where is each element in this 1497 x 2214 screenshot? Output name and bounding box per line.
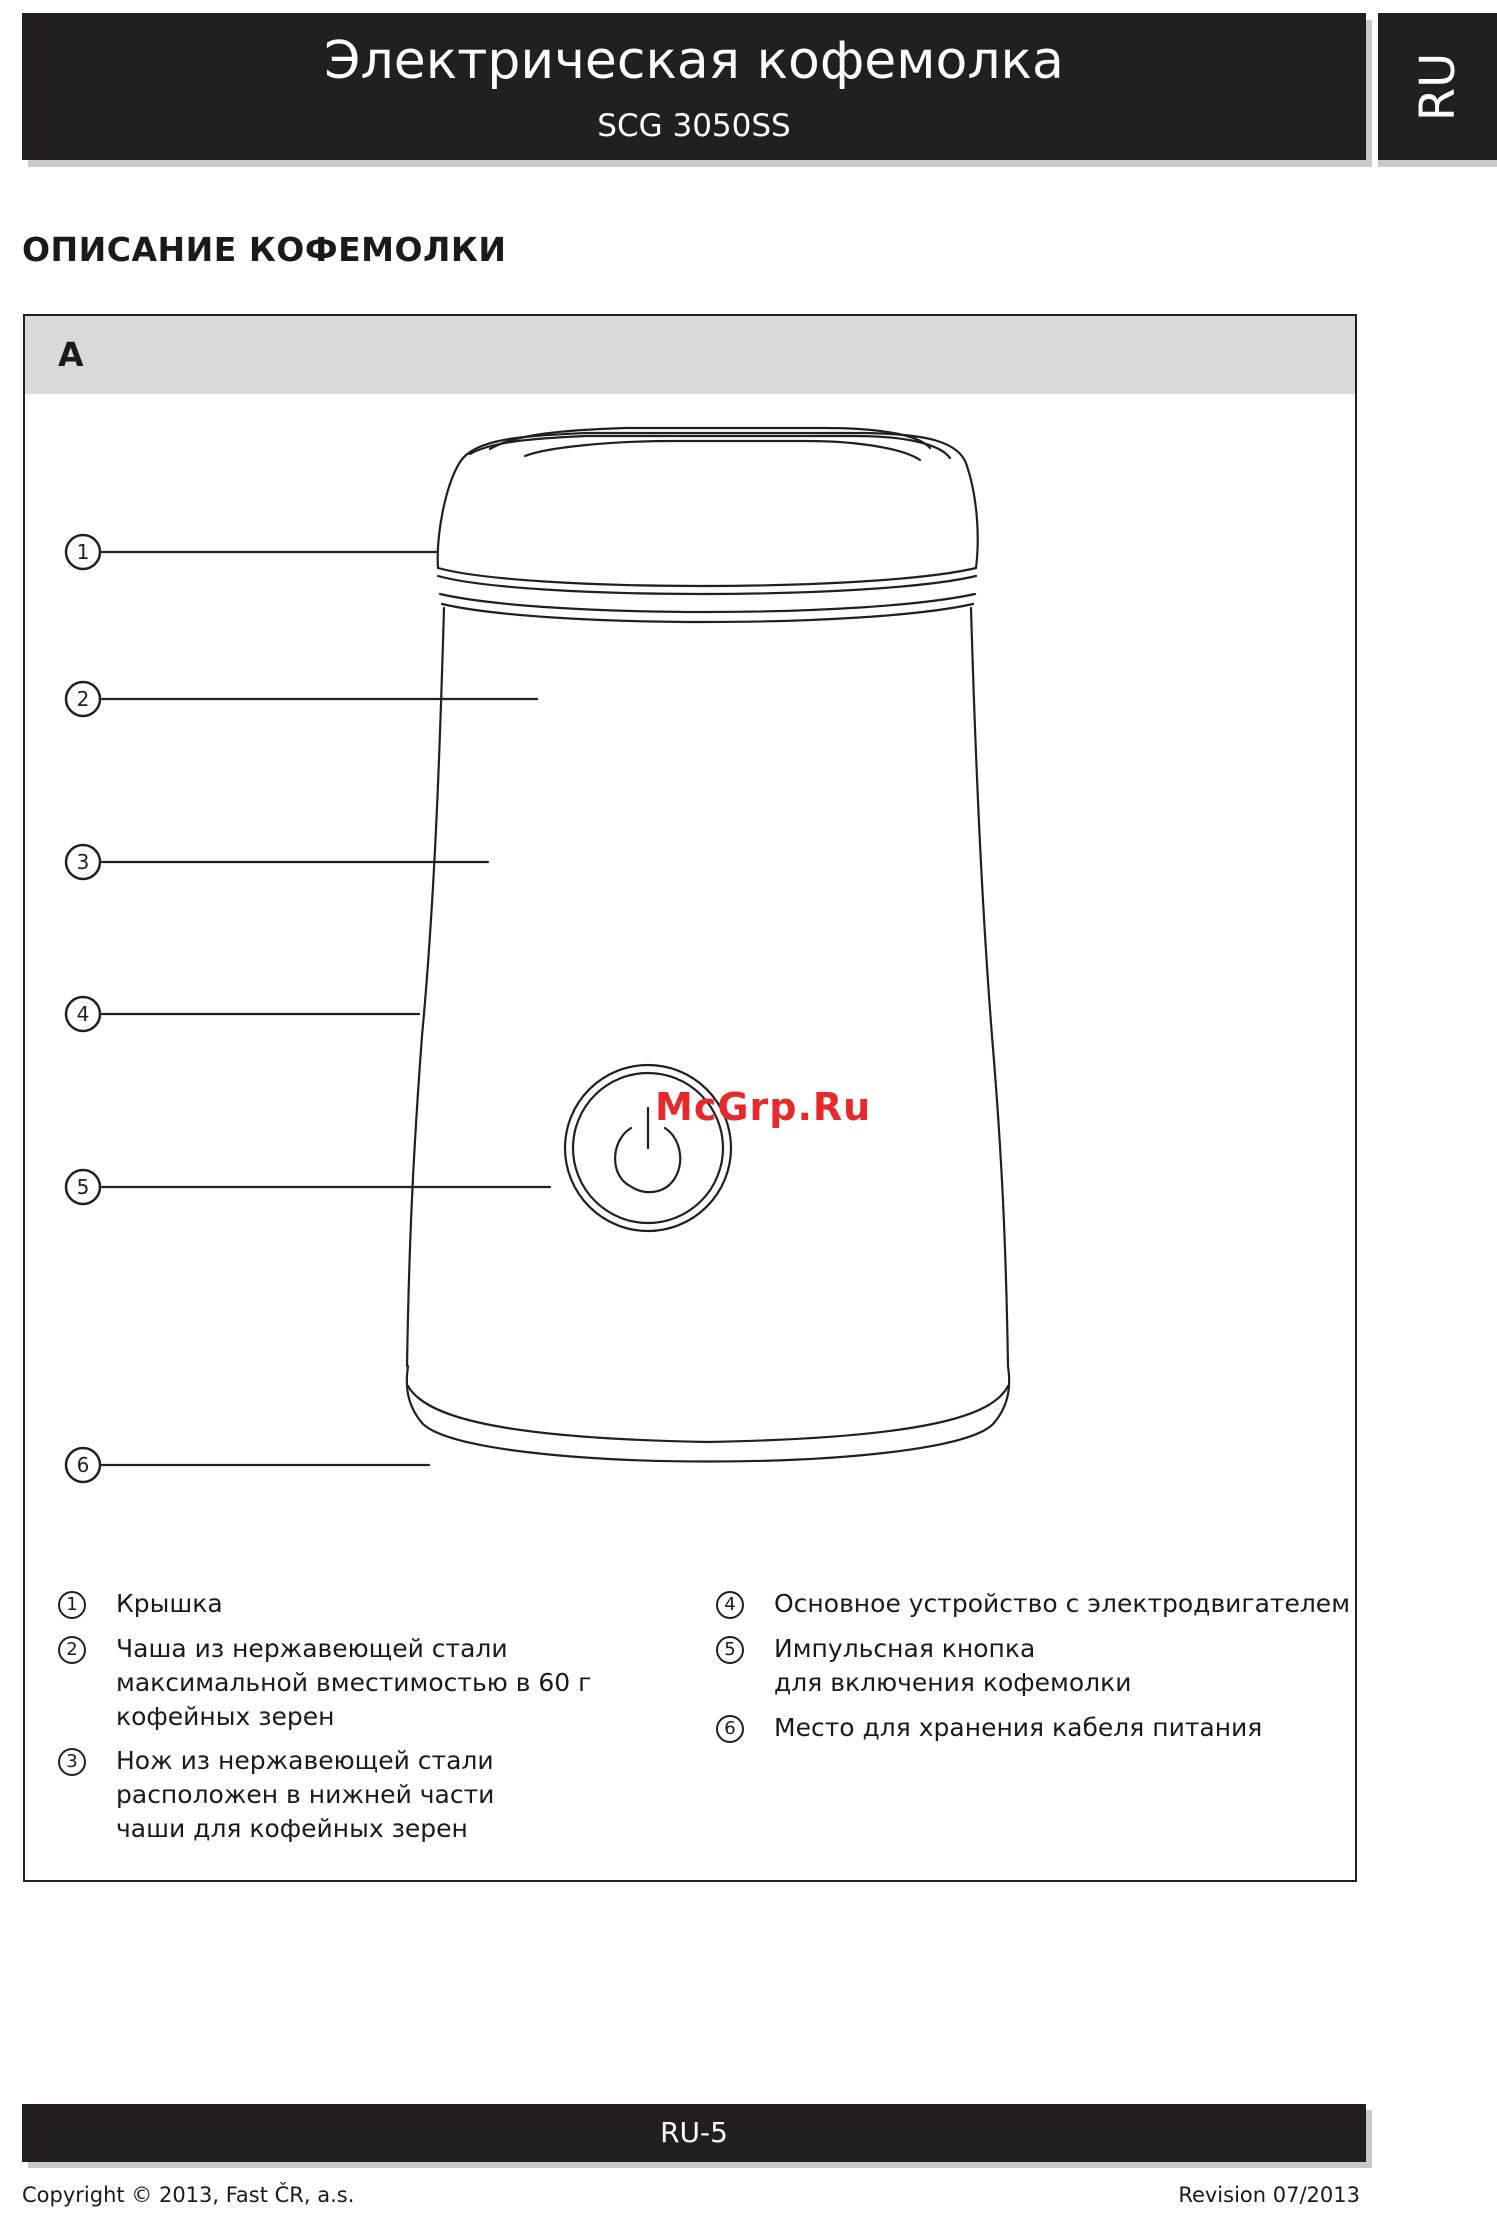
- document-title: Электрическая кофемолка: [324, 31, 1064, 91]
- legend-item-5: [716, 1632, 1131, 1700]
- figure-label: A: [58, 335, 84, 374]
- svg-text:1: 1: [76, 540, 90, 564]
- section-heading: ОПИСАНИЕ КОФЕМОЛКИ: [22, 230, 507, 269]
- legend-item-4: [716, 1587, 1350, 1621]
- legend-text: Основное устройство с электродвигателем: [774, 1589, 1351, 1618]
- legend-text: Импульсная кнопка для включения кофемолки: [774, 1634, 1132, 1697]
- legend-number: 1: [58, 1591, 86, 1619]
- lid-drawing: [438, 428, 978, 594]
- model-number: SCG 3050SS: [597, 108, 791, 144]
- legend-number: 6: [716, 1715, 744, 1743]
- legend-text: Чаша из нержавеющей стали максимальной вместимостью в 60 г кофейных зерен: [116, 1634, 592, 1731]
- legend-number: 5: [716, 1636, 744, 1664]
- watermark: McGrp.Ru: [655, 1085, 872, 1129]
- legend-item-6: [716, 1711, 1262, 1745]
- base-drawing: [407, 1366, 1009, 1462]
- legend-number: 2: [58, 1636, 86, 1664]
- callout-4: [66, 997, 100, 1031]
- legend-item-3: [58, 1744, 494, 1846]
- svg-text:2: 2: [76, 687, 90, 711]
- svg-text:6: 6: [76, 1453, 90, 1477]
- legend-text: Крышка: [116, 1589, 223, 1618]
- callout-3: [66, 845, 100, 879]
- legend-number: 3: [58, 1748, 86, 1776]
- footer-bar: [22, 2104, 1366, 2162]
- legend-item-1: [58, 1587, 223, 1621]
- language-tab: [1378, 13, 1497, 160]
- svg-text:3: 3: [76, 850, 90, 874]
- callout-1: [66, 535, 100, 569]
- legend-text: Нож из нержавеющей стали расположен в нижней части чаши для кофейных зерен: [116, 1746, 495, 1843]
- legend-text: Место для хранения кабеля питания: [774, 1713, 1263, 1742]
- body-drawing: [407, 608, 1008, 1366]
- collar-rings: [440, 594, 975, 622]
- callout-6: [66, 1448, 100, 1482]
- page-header: [22, 13, 1366, 160]
- legend-number: 4: [716, 1591, 744, 1619]
- svg-text:4: 4: [76, 1002, 90, 1026]
- page-number: RU-5: [660, 2116, 728, 2149]
- copyright: Copyright © 2013, Fast ČR, a.s.: [22, 2183, 355, 2207]
- legend-item-2: [58, 1632, 591, 1734]
- coffee-grinder-diagram: [25, 396, 1355, 1626]
- figure-label-bar: [25, 316, 1355, 394]
- callout-5: [66, 1170, 100, 1204]
- callout-2: [66, 682, 100, 716]
- language-code: RU: [1409, 52, 1466, 121]
- svg-text:5: 5: [76, 1175, 90, 1199]
- leader-lines: [102, 552, 550, 1465]
- revision: Revision 07/2013: [1178, 2183, 1360, 2207]
